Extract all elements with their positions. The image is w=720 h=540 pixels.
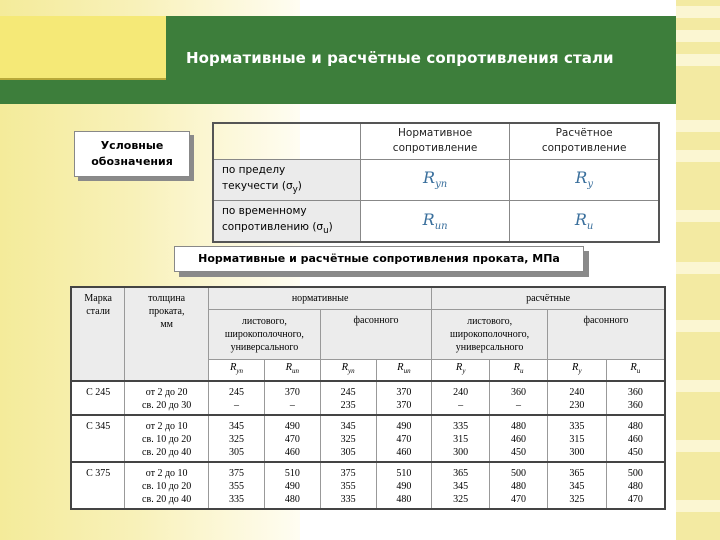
background-right-stripes (676, 0, 720, 540)
symbol-ryn: $R_{yn}$ (360, 159, 509, 200)
symbol-header-cell: $R_{un}$ (376, 359, 432, 381)
header-normative-shaped: фасонного (320, 309, 431, 359)
value-cell: 245 – (209, 381, 265, 415)
legend-line-1: Условные (100, 139, 164, 152)
slide-title: Нормативные и расчётные сопротивления стали (186, 49, 614, 67)
value-cell: 345 325 305 (320, 415, 376, 462)
value-cell: 480 460 450 (490, 415, 548, 462)
thickness-cell: от 2 до 20 св. 20 до 30 (125, 381, 209, 415)
header-normative: нормативные (209, 287, 432, 309)
table-row (71, 415, 665, 462)
steel-resistance-table (70, 286, 666, 510)
notation-corner (213, 123, 360, 159)
notation-label-yield: по пределу текучести $(\sigma_у)$ (213, 159, 360, 200)
header-normative-sheet: листового, широкополочного, универсального (209, 309, 321, 359)
symbol-header-cell: $R_u$ (490, 359, 548, 381)
value-cell: 375 355 335 (209, 462, 265, 509)
value-cell: 360 – (490, 381, 548, 415)
symbol-header-cell: $R_{un}$ (264, 359, 320, 381)
value-cell: 375 355 335 (320, 462, 376, 509)
value-cell: 500 480 470 (490, 462, 548, 509)
notation-row-yield (213, 159, 659, 200)
title-accent-block (0, 16, 166, 78)
symbol-header-cell: $R_{yn}$ (209, 359, 265, 381)
header-design-shaped: фасонного (547, 309, 665, 359)
notation-header-row (213, 123, 659, 159)
symbol-ru: $R_u$ (510, 200, 659, 242)
header-thickness: толщина проката, мм (125, 287, 209, 381)
table-row (71, 462, 665, 509)
header-row-1 (71, 287, 665, 309)
symbol-header-cell: $R_y$ (432, 359, 490, 381)
table-subheading: Нормативные и расчётные сопротивления проката, МПа (174, 246, 584, 272)
value-cell: 345 325 305 (209, 415, 265, 462)
legend-line-2: обозначения (91, 155, 173, 168)
value-cell: 240 – (432, 381, 490, 415)
table-row (71, 381, 665, 415)
notation-label-ultimate: по временному сопротивлению $(\sigma_u)$ (213, 200, 360, 242)
value-cell: 480 460 450 (606, 415, 665, 462)
value-cell: 335 315 300 (547, 415, 606, 462)
legend-box (74, 131, 190, 177)
symbol-header-cell: $R_y$ (547, 359, 606, 381)
notation-row-ultimate (213, 200, 659, 242)
value-cell: 510 490 480 (376, 462, 432, 509)
notation-table (212, 122, 660, 243)
symbol-header-cell: $R_u$ (606, 359, 665, 381)
thickness-cell: от 2 до 10 св. 10 до 20 св. 20 до 40 (125, 462, 209, 509)
thickness-cell: от 2 до 10 св. 10 до 20 св. 20 до 40 (125, 415, 209, 462)
value-cell: 510 490 480 (264, 462, 320, 509)
title-accent-line (0, 78, 166, 80)
notation-header-design: Расчётное сопротивление (510, 123, 659, 159)
steel-grade-cell: С 375 (71, 462, 125, 509)
value-cell: 335 315 300 (432, 415, 490, 462)
header-grade: Марка стали (71, 287, 125, 381)
symbol-ry: $R_y$ (510, 159, 659, 200)
value-cell: 370 370 (376, 381, 432, 415)
steel-grade-cell: С 245 (71, 381, 125, 415)
value-cell: 490 470 460 (376, 415, 432, 462)
value-cell: 365 345 325 (547, 462, 606, 509)
steel-grade-cell: С 345 (71, 415, 125, 462)
symbol-run: $R_{un}$ (360, 200, 509, 242)
value-cell: 490 470 460 (264, 415, 320, 462)
value-cell: 240 230 (547, 381, 606, 415)
value-cell: 360 360 (606, 381, 665, 415)
value-cell: 245 235 (320, 381, 376, 415)
notation-header-normative: Нормативное сопротивление (360, 123, 509, 159)
header-design: расчётные (432, 287, 665, 309)
header-design-sheet: листового, широкополочного, универсального (432, 309, 548, 359)
value-cell: 365 345 325 (432, 462, 490, 509)
symbol-header-cell: $R_{yn}$ (320, 359, 376, 381)
value-cell: 500 480 470 (606, 462, 665, 509)
value-cell: 370 – (264, 381, 320, 415)
